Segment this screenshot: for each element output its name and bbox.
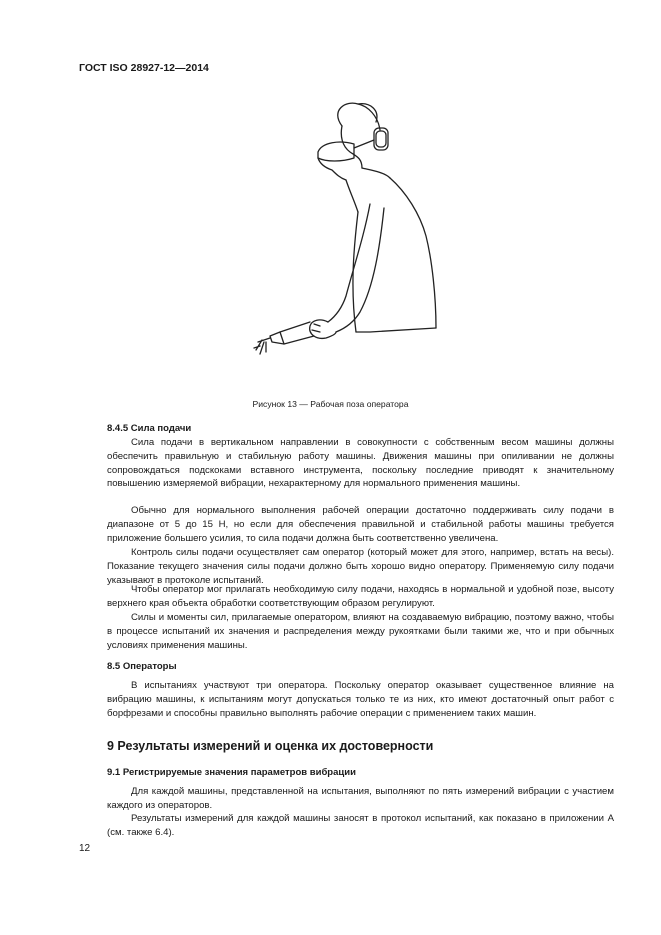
figure-caption: Рисунок 13 — Рабочая поза оператора <box>252 399 409 409</box>
operator-posture-illustration <box>250 96 440 376</box>
section-8-4-5-title: 8.4.5 Сила подачи <box>107 423 192 434</box>
section-8-4-5-paragraph-4: Чтобы оператор мог прилагать необходимую силу подачи, находясь в нормальной и удобной позе, высоту верхнего края объекта обработки соответствующим образом регулируют. <box>107 584 614 609</box>
section-9-1-paragraph-2: Результаты измерений для каждой машины заносят в протокол испытаний, как показано в приложении А (см. также 6.4). <box>107 813 614 838</box>
section-9-title: 9 Результаты измерений и оценка их достоверности <box>107 739 434 753</box>
section-8-5-paragraph-1: В испытаниях участвуют три оператора. Поскольку оператор оказывает существенное влияние на вибрацию машины, к испытаниям могут допускаться только те из них, кто имеют достаточный опыт работ с борфрезами и способны правильно выполнять рабочие операции с применением таких машин. <box>107 680 614 719</box>
section-8-4-5-paragraph-3: Контроль силы подачи осуществляет сам оператор (который может для этого, например, встать на весы). Показание текущего значения силы подачи должно быть хорошо видно оператору. Применяемую силу подачи указывают в протоколе испытаний. <box>107 547 614 586</box>
section-8-4-5-paragraph-5: Силы и моменты сил, прилагаемые оператором, влияют на создаваемую вибрацию, поэтому важно, чтобы в процессе испытаний их значения и распределения между рукоятками были такими же, что и при обычных условиях применения машины. <box>107 612 614 651</box>
document-header: ГОСТ ISO 28927-12—2014 <box>79 62 209 74</box>
section-8-4-5-paragraph-1: Сила подачи в вертикальном направлении в совокупности с собственным весом машины должны обеспечить правильную и стабильную работу машины. Движения машины при опиливании не должны сопровождаться подскоками вставного инструмента, поскольку последние приводят к значительному повышению измеряемой вибрации, нехарактерному для нормального применения машины. <box>107 437 614 490</box>
section-8-4-5-paragraph-2: Обычно для нормального выполнения рабочей операции достаточно поддерживать силу подачи в диапазоне от 5 до 15 Н, но если для обеспечения правильной и стабильной работы машины требуется приложение большего усилия, то сила подачи должна быть соответственно увеличена. <box>107 505 614 544</box>
page-number: 12 <box>79 843 91 854</box>
section-9-1-title: 9.1 Регистрируемые значения параметров вибрации <box>107 767 356 778</box>
section-8-5-title: 8.5 Операторы <box>107 661 177 672</box>
section-9-1-paragraph-1: Для каждой машины, представленной на испытания, выполняют по пять измерений вибрации с участием каждого из операторов. <box>107 786 614 811</box>
